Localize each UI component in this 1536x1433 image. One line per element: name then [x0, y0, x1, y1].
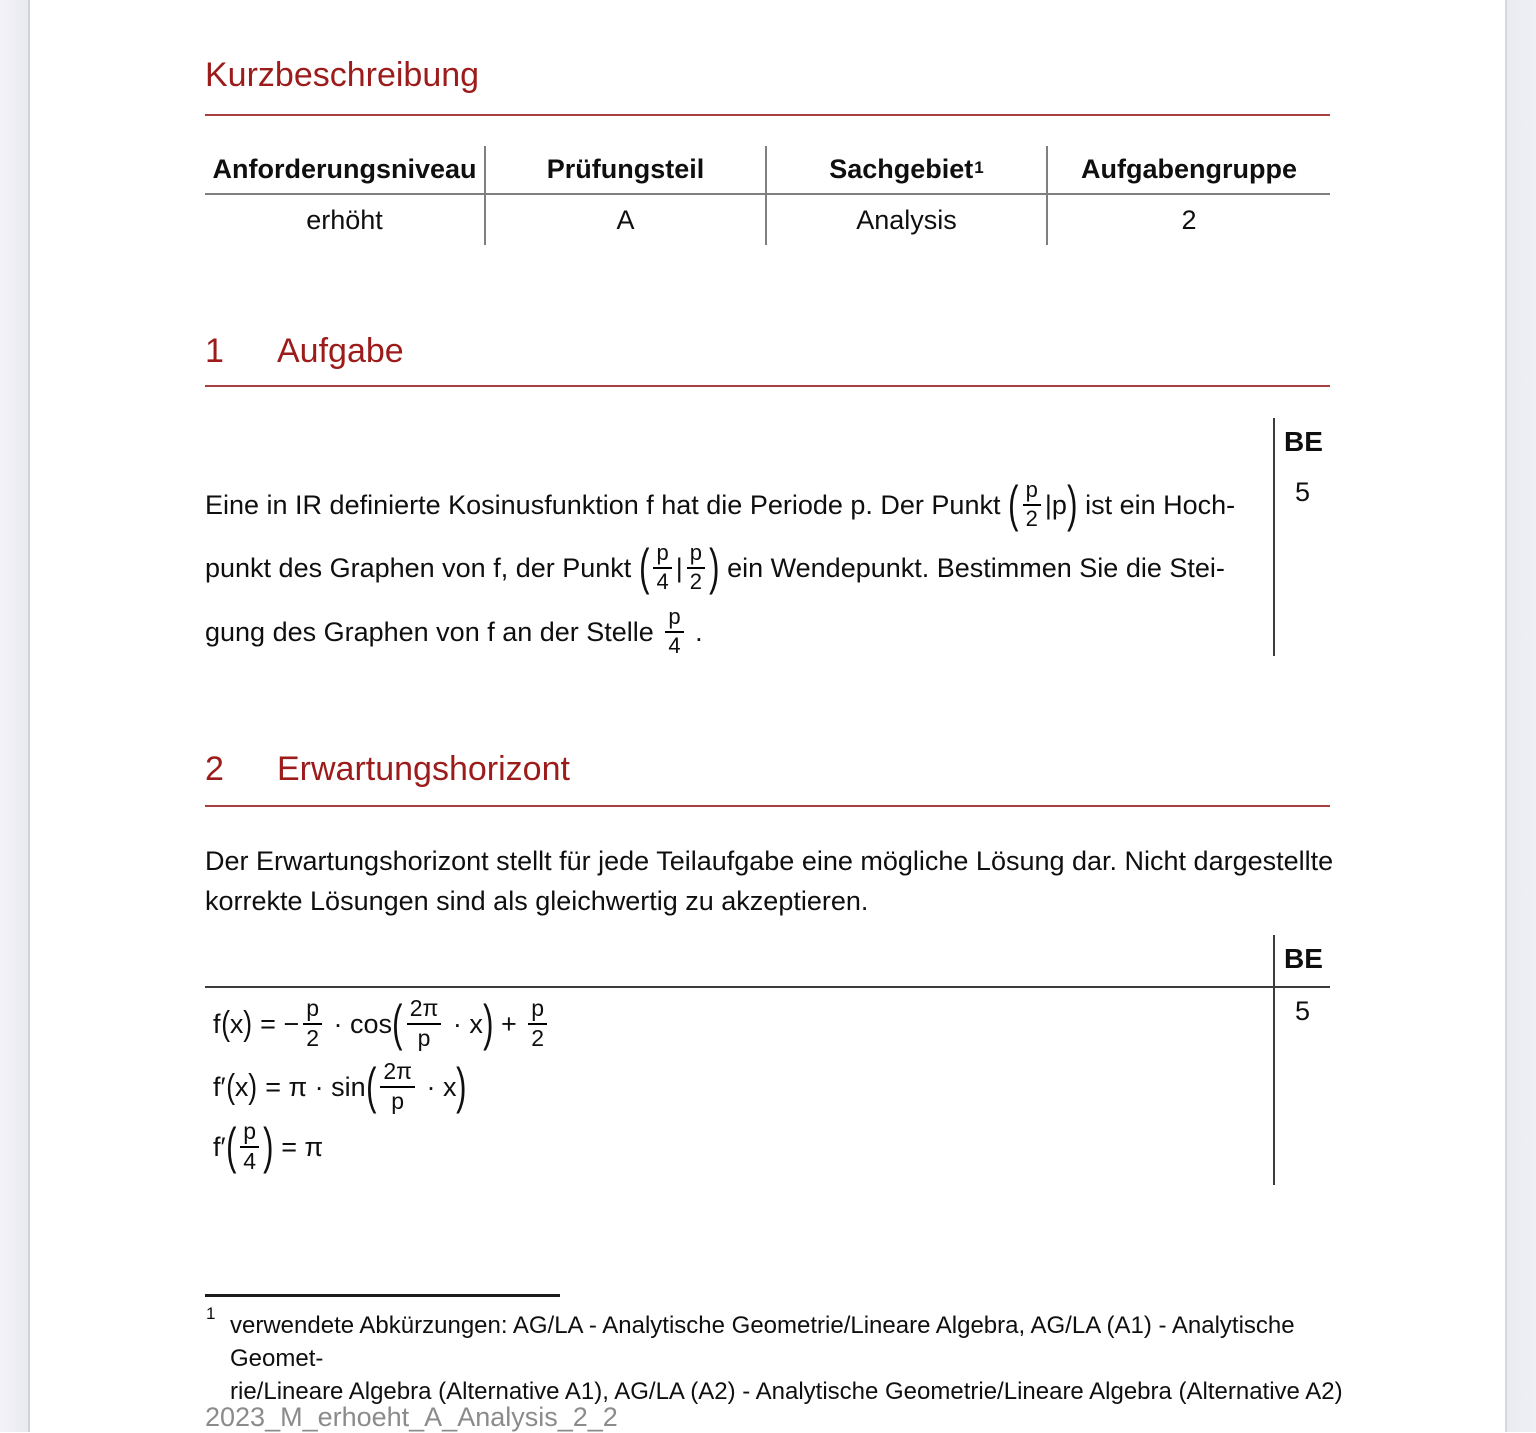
parenthesis: (: [1008, 476, 1019, 533]
fraction-denominator: 2: [306, 1025, 320, 1051]
math-text: ein Wendepunkt. Bestimmen Sie die Stei-: [719, 552, 1225, 583]
parenthesis: ): [456, 1058, 467, 1115]
parenthesis: (: [225, 1068, 235, 1106]
page-left-margin: [0, 0, 30, 1432]
parenthesis: ): [263, 1118, 274, 1175]
section-rule: [205, 385, 1330, 387]
be-column-divider: [1273, 418, 1275, 656]
fraction-denominator: p: [417, 1025, 431, 1051]
fraction: [407, 996, 442, 1052]
parenthesis: ): [248, 1068, 258, 1106]
math-text: f: [213, 1008, 221, 1039]
math-text: · x: [418, 1071, 457, 1102]
math-text: = π: [273, 1131, 324, 1162]
table-header-sachgebiet: [767, 146, 1048, 193]
footnote-separator: [205, 1294, 560, 1297]
task-text-line-1: [205, 474, 1235, 536]
section-title-erwartungshorizont: Erwartungshorizont: [277, 750, 570, 788]
section-rule: [205, 114, 1330, 116]
task-text-line-2: [205, 537, 1225, 599]
footnote-line-1: verwendete Abkürzungen: AG/LA - Analytische Geometrie/Lineare Algebra, AG/LA (A1) - Analytische Geomet-: [230, 1312, 1295, 1372]
be-column-label: BE: [1284, 943, 1323, 974]
fraction-denominator: p: [391, 1088, 405, 1114]
be-column-label: BE: [1284, 426, 1323, 457]
math-text: x: [229, 1008, 244, 1039]
math-text: = −: [252, 1008, 300, 1039]
fraction-denominator: 4: [656, 569, 669, 594]
section-title-kurzbeschreibung: Kurzbeschreibung: [205, 56, 480, 94]
fraction-numerator: p: [528, 996, 547, 1025]
parenthesis: ): [709, 539, 720, 596]
table-data-row: [205, 195, 1330, 245]
fraction-denominator: 4: [243, 1148, 257, 1174]
table-cell-anforderungsniveau: erhöht: [205, 195, 486, 245]
be-column-divider: [1273, 935, 1275, 1185]
section-rule: [205, 805, 1330, 807]
parenthesis: ): [243, 1005, 253, 1043]
be-points-value: 5: [1295, 996, 1311, 1026]
be-points-value: 5: [1295, 477, 1311, 507]
fraction-numerator: p: [1023, 478, 1041, 506]
fraction-numerator: p: [303, 996, 322, 1025]
fraction-denominator: 2: [531, 1025, 545, 1051]
fraction: [687, 541, 705, 594]
math-text: x: [234, 1071, 249, 1102]
parenthesis: (: [392, 995, 403, 1052]
page-right-margin: [1505, 0, 1536, 1432]
table-cell-aufgabengruppe: 2: [1181, 204, 1197, 235]
solution-formula-1: [213, 995, 551, 1053]
table-cell-sachgebiet: Analysis: [767, 195, 1048, 245]
fraction: [528, 996, 547, 1052]
math-text: gung des Graphen von f an der Stelle: [205, 616, 662, 647]
parenthesis: (: [638, 539, 650, 596]
table-header-anforderungsniveau: Anforderungsniveau: [205, 146, 486, 193]
intro-line-1: Der Erwartungshorizont stellt für jede Teilaufgabe eine mögliche Lösung dar. Nicht dargestellte: [205, 846, 1334, 876]
math-text: f′: [213, 1071, 226, 1102]
parenthesis: (: [225, 1118, 237, 1175]
section-title-aufgabe: Aufgabe: [277, 332, 404, 370]
fraction-denominator: 4: [668, 633, 681, 658]
document-filename: 2023_M_erhoeht_A_Analysis_2_2: [205, 1402, 618, 1432]
fraction-numerator: p: [240, 1119, 259, 1148]
fraction-numerator: 2π: [407, 996, 442, 1025]
table-header-aufgabengruppe: Aufgabengruppe: [1081, 154, 1297, 184]
math-text: |p: [1044, 489, 1067, 520]
math-text: f′: [213, 1131, 226, 1162]
fraction: [653, 541, 671, 594]
erwartungshorizont-intro: [205, 841, 1340, 921]
fraction-numerator: p: [687, 541, 705, 569]
parenthesis: ): [1067, 476, 1078, 533]
math-text: = π · sin: [257, 1071, 366, 1102]
kurzbeschreibung-table: [205, 146, 1330, 245]
fraction: [1023, 478, 1041, 531]
fraction-denominator: 2: [689, 569, 702, 594]
fraction-denominator: 2: [1025, 506, 1038, 531]
footnote-marker: 1: [206, 1304, 216, 1323]
parenthesis: (: [365, 1058, 377, 1115]
table-header-row: [205, 146, 1330, 195]
section-number-erwartungshorizont: 2: [205, 750, 224, 788]
math-text: · x: [445, 1008, 483, 1039]
fraction-numerator: p: [653, 541, 671, 569]
fraction: [380, 1059, 415, 1115]
math-text: ist ein Hoch-: [1077, 489, 1236, 520]
fraction: [665, 605, 683, 658]
fraction: [303, 996, 322, 1052]
math-text: Eine in IR definierte Kosinusfunktion f hat die Periode p. Der Punkt: [205, 489, 1008, 520]
footnote-text: [230, 1309, 1345, 1408]
footnote-reference: 1: [974, 157, 984, 177]
solution-formula-3: [213, 1116, 323, 1178]
solution-table-header-line: [205, 986, 1330, 988]
table-header-sachgebiet-label: Sachgebiet: [829, 154, 974, 184]
math-text: .: [687, 616, 703, 647]
solution-formula-2: [213, 1059, 467, 1115]
section-number-aufgabe: 1: [205, 332, 224, 370]
math-text: · cos: [326, 1008, 393, 1039]
task-text-line-3: [205, 601, 703, 663]
table-cell-pruefungsteil: A: [486, 195, 767, 245]
parenthesis: ): [483, 995, 494, 1052]
footnote-line-2: rie/Lineare Algebra (Alternative A1), AG/LA (A2) - Analytische Geometrie/Lineare Algebra (Alternative A2): [230, 1378, 1343, 1405]
math-text: +: [493, 1008, 525, 1039]
table-header-pruefungsteil: Prüfungsteil: [486, 146, 767, 193]
parenthesis: (: [220, 1005, 230, 1043]
fraction: [240, 1119, 259, 1175]
intro-line-2: korrekte Lösungen sind als gleichwertig zu akzeptieren.: [205, 886, 869, 916]
math-text: |: [675, 552, 683, 583]
fraction-numerator: p: [665, 605, 683, 633]
fraction-numerator: 2π: [380, 1059, 415, 1088]
math-text: punkt des Graphen von f, der Punkt: [205, 552, 639, 583]
